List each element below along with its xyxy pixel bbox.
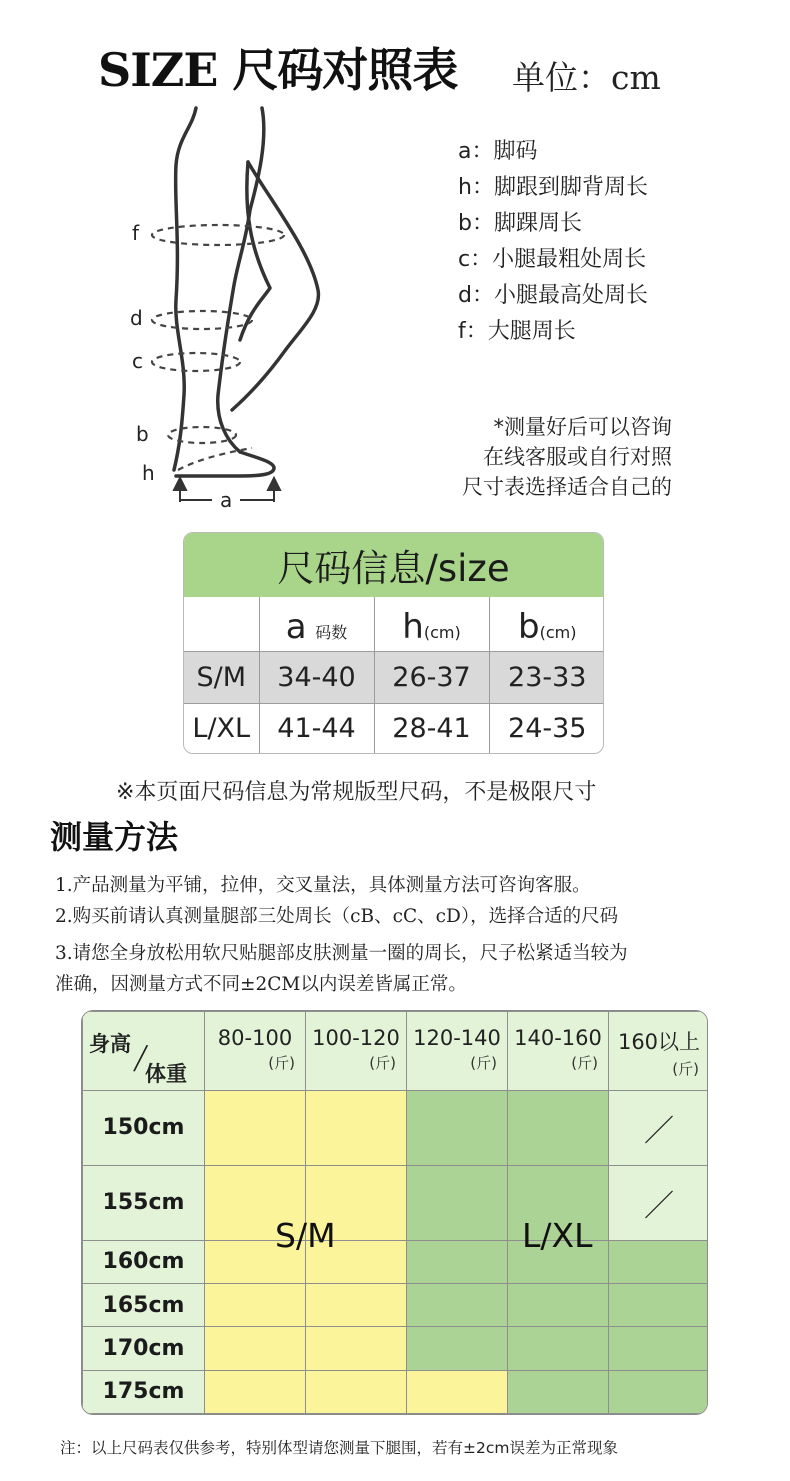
cell-sm [205,1284,306,1327]
value-cell: 23-33 [489,651,604,703]
header-cell-a: a 码数 [259,597,374,651]
label-a: a [220,488,233,512]
cell-lxl [609,1370,709,1413]
value-cell: 34-40 [259,651,374,703]
method-line: 2.购买前请认真测量腿部三处周长（cB、cC、cD），选择合适的尺码 [55,906,619,927]
cell-lxl [407,1284,508,1327]
cell-sm [306,1327,407,1370]
grid-corner [83,1012,205,1091]
size-cell: S/M [184,651,259,703]
page-title: SIZE 尺码对照表 [98,43,458,97]
label-h: h [142,461,155,485]
height-label: 165cm [83,1284,205,1327]
size-cell: L/XL [184,703,259,754]
corner-slash: / [131,1037,150,1079]
height-label: 150cm [83,1091,205,1166]
measure-tip [462,412,672,502]
legend-item: c：小腿最粗处周长 [458,247,647,272]
cell-lxl [407,1165,508,1240]
value-cell: 41-44 [259,703,374,754]
cell-lxl [609,1327,709,1370]
size-info-table [183,532,604,754]
value-cell: 28-41 [374,703,489,754]
weight-header: 140-160 (斤) [508,1012,609,1091]
cell-sm [205,1327,306,1370]
legend-item: a：脚码 [458,139,538,164]
label-c: c [132,349,143,373]
grid-row [83,1370,709,1413]
height-label: 170cm [83,1327,205,1370]
size-table-header-row [184,597,604,651]
value-cell: 26-37 [374,651,489,703]
legend-item: f：大腿周长 [458,319,576,344]
height-label: 155cm [83,1165,205,1240]
legend-item: h：脚跟到脚背周长 [458,175,648,200]
tip-line: *测量好后可以咨询 [493,415,672,439]
method-title: 测量方法 [50,818,179,856]
weight-header: 120-140 (斤) [407,1012,508,1091]
grid-row [83,1091,709,1166]
label-f: f [132,221,140,245]
value-cell: 24-35 [508,713,587,745]
cell-sm [205,1091,306,1166]
zone-label-lxl: L/XL [522,1216,593,1255]
cell-lxl [609,1284,709,1327]
method-line: 准确，因测量方式不同±2CM以内误差皆属正常。 [55,974,467,995]
legend-item: b：脚踝周长 [458,211,582,236]
cell-lxl [508,1091,609,1166]
cell-lxl [508,1327,609,1370]
grid-row [83,1284,709,1327]
tip-line: 在线客服或自行对照 [483,445,672,469]
cell-sm [306,1284,407,1327]
cell-not-applicable: ／ [609,1091,709,1166]
cell-sm [306,1370,407,1413]
measurement-legend [458,134,648,350]
cell-lxl [508,1370,609,1413]
legend-item: d：小腿最高处周长 [458,283,648,308]
tip-line: 尺寸表选择适合自己的 [462,475,672,499]
zone-label-sm: S/M [275,1216,336,1255]
method-line: 3.请您全身放松用软尺贴腿部皮肤测量一圈的周长，尺子松紧适当较为 [55,943,628,964]
corner-height: 身高 [89,1032,131,1056]
grid-row [83,1327,709,1370]
cell-lxl [508,1284,609,1327]
size-note: ※本页面尺码信息为常规版型尺码，不是极限尺寸 [116,780,597,805]
cell-lxl [407,1240,508,1283]
height-label: 175cm [83,1370,205,1413]
unit-label: 单位：cm [512,58,661,97]
table-row [184,651,604,703]
cell-sm [205,1370,306,1413]
height-weight-grid [81,1010,708,1415]
cell-lxl [407,1091,508,1166]
cell-sm [407,1370,508,1413]
grid-row [83,1165,709,1240]
cell-sm [306,1091,407,1166]
header-cell-b: b(cm) [489,597,604,651]
footer-note: 注：以上尺码表仅供参考，特别体型请您测量下腿围，若有±2cm误差为正常现象 [60,1439,618,1457]
weight-header: 80-100 (斤) [205,1012,306,1091]
cell-lxl [609,1240,709,1283]
leg-diagram [120,100,340,520]
cell-not-applicable: ／ [609,1165,709,1240]
grid-header-row [83,1012,709,1091]
table-row [184,703,604,754]
label-d: d [130,306,143,330]
weight-header: 100-120 (斤) [306,1012,407,1091]
corner-weight: 体重 [145,1062,187,1086]
label-b: b [136,422,149,446]
method-line: 1.产品测量为平铺，拉伸，交叉量法，具体测量方法可咨询客服。 [55,875,591,896]
cell-lxl [407,1327,508,1370]
height-label: 160cm [83,1240,205,1283]
header-cell-h: h(cm) [374,597,489,651]
method-text [55,870,755,1000]
grid-row [83,1240,709,1283]
weight-header: 160以上 (斤) [609,1012,709,1091]
header-cell-empty [184,597,259,651]
size-table-title: 尺码信息/size [184,533,603,597]
